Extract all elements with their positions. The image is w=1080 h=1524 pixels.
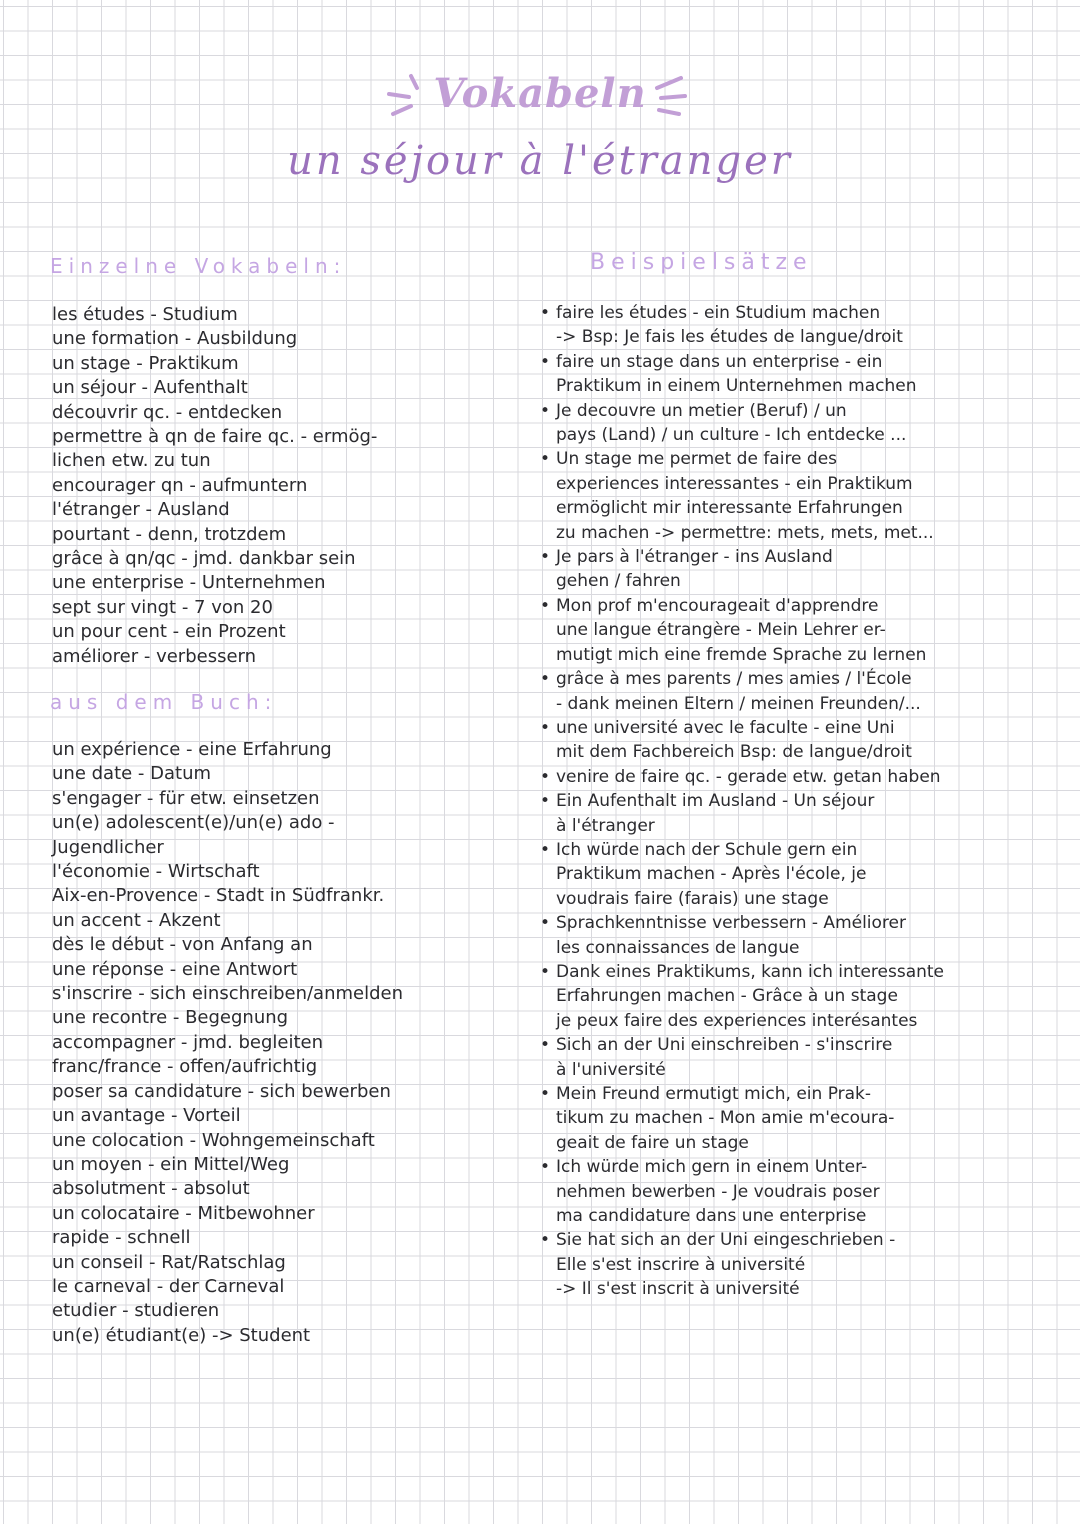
vocab-item: une réponse - eine Antwort — [52, 958, 298, 980]
vocab-list-single — [52, 303, 532, 669]
example-line-bullet: • Sich an der Uni einschreiben - s'inscrire — [540, 1033, 1070, 1057]
vocab-item: franc/france - offen/aufrichtig — [52, 1056, 318, 1078]
vocab-item: un avantage - Vorteil — [52, 1105, 241, 1127]
sparkle-left-icon — [381, 70, 425, 120]
example-line-bullet: • Ich würde nach der Schule gern ein — [540, 838, 1070, 862]
vocab-item: un séjour - Aufenthalt — [52, 377, 248, 399]
example-line-bullet: • Sprachkenntnisse verbessern - Améliorer — [540, 911, 1070, 935]
example-line-bullet: • Sie hat sich an der Uni eingeschrieben - — [540, 1228, 1070, 1252]
example-line: geait de faire un stage — [556, 1132, 749, 1153]
example-line: ermöglicht mir interessante Erfahrungen — [556, 498, 903, 519]
example-line: mutigt mich eine fremde Sprache zu lernen — [556, 644, 927, 665]
example-line-bullet: • Ein Aufenthalt im Ausland - Un séjour — [540, 789, 1070, 813]
example-line: voudrais faire (farais) une stage — [556, 888, 829, 909]
vocab-item: un conseil - Rat/Ratschlag — [52, 1251, 286, 1273]
example-line: pays (Land) / un culture - Ich entdecke ... — [556, 425, 907, 446]
example-line: Praktikum machen - Après l'école, je — [556, 864, 867, 885]
example-line: Elle s'est inscrire à université — [556, 1254, 806, 1275]
vocab-item: permettre à qn de faire qc. - ermög- — [52, 426, 378, 448]
vocab-item: une colocation - Wohngemeinschaft — [52, 1129, 375, 1151]
vocab-item: un colocataire - Mitbewohner — [52, 1202, 315, 1224]
vocab-item: une date - Datum — [52, 763, 212, 785]
example-line: -> Il s'est inscrit à université — [556, 1279, 800, 1300]
example-line: à l'université — [556, 1059, 666, 1080]
vocab-item: un expérience - eine Erfahrung — [52, 739, 332, 760]
vocab-item: s'inscrire - sich einschreiben/anmelden — [52, 983, 404, 1005]
example-line: gehen / fahren — [556, 571, 681, 592]
book-heading: aus dem Buch: — [50, 690, 278, 714]
vocab-item: une formation - Ausbildung — [52, 328, 298, 350]
vocab-item: un(e) étudiant(e) -> Student — [52, 1324, 311, 1346]
vocab-item: le carneval - der Carneval — [52, 1275, 285, 1297]
example-line-bullet: • venire de faire qc. - gerade etw. getan haben — [540, 765, 1070, 789]
example-line-bullet: • Dank eines Praktikums, kann ich interessante — [540, 960, 1070, 984]
vocab-item: l'étranger - Ausland — [52, 499, 230, 521]
example-line: ma candidature dans une enterprise — [556, 1206, 867, 1227]
example-line: Erfahrungen machen - Grâce à un stage — [556, 986, 898, 1007]
example-line-bullet: • grâce à mes parents / mes amies / l'École — [540, 667, 1070, 691]
page-subtitle: un séjour à l'étranger — [287, 138, 793, 184]
vocab-item: encourager qn - aufmuntern — [52, 474, 308, 496]
vocab-item: absolutment - absolut — [52, 1178, 250, 1200]
vocab-item: les études - Studium — [52, 304, 238, 325]
page-title — [433, 70, 646, 117]
example-line: zu machen -> permettre: mets, mets, met... — [556, 522, 934, 543]
examples-heading: Beispielsätze — [590, 250, 813, 275]
vocab-item: un pour cent - ein Prozent — [52, 621, 286, 643]
vocab-item: l'économie - Wirtschaft — [52, 861, 260, 883]
vocab-item: grâce à qn/qc - jmd. dankbar sein — [52, 548, 356, 570]
vocab-heading: Einzelne Vokabeln: — [50, 254, 347, 278]
example-line: les connaissances de langue — [556, 937, 800, 958]
example-line: - dank meinen Eltern / meinen Freunden/... — [556, 693, 921, 714]
vocab-item: etudier - studieren — [52, 1300, 220, 1322]
vocab-item: découvrir qc. - entdecken — [52, 401, 283, 423]
example-line-bullet: • faire un stage dans un enterprise - ein — [540, 350, 1070, 374]
vocab-item: pourtant - denn, trotzdem — [52, 523, 287, 545]
vocab-item: améliorer - verbessern — [52, 645, 257, 667]
example-line: mit dem Fachbereich Bsp: de langue/droit — [556, 742, 912, 763]
vocab-item: s'engager - für etw. einsetzen — [52, 787, 320, 809]
example-line: tikum zu machen - Mon amie m'ecoura- — [556, 1108, 895, 1129]
title-block — [0, 70, 1080, 117]
vocab-item: une recontre - Begegnung — [52, 1007, 289, 1029]
example-line: une langue étrangère - Mein Lehrer er- — [556, 620, 886, 641]
vocab-item: un stage - Praktikum — [52, 352, 239, 374]
example-line-bullet: • Je pars à l'étranger - ins Ausland — [540, 545, 1070, 569]
vocab-item: Jugendlicher — [52, 836, 164, 858]
vocab-item: une enterprise - Unternehmen — [52, 572, 326, 594]
vocab-list-book — [52, 738, 532, 1348]
example-line-bullet: • Mein Freund ermutigt mich, ein Prak- — [540, 1082, 1070, 1106]
sparkle-right-icon — [651, 70, 691, 120]
example-line: nehmen bewerben - Je voudrais poser — [556, 1181, 880, 1202]
page-title-text: Vokabeln — [433, 70, 647, 117]
example-line: à l'étranger — [556, 815, 655, 836]
example-line-bullet: • Mon prof m'encourageait d'apprendre — [540, 594, 1070, 618]
vocab-item: lichen etw. zu tun — [52, 450, 211, 472]
example-line: experiences interessantes - ein Praktikum — [556, 473, 913, 494]
vocab-item: accompagner - jmd. begleiten — [52, 1031, 324, 1053]
example-line: -> Bsp: Je fais les études de langue/droit — [556, 327, 903, 348]
examples-list — [540, 301, 1070, 1302]
vocab-item: un accent - Akzent — [52, 909, 221, 931]
example-line-bullet: • une université avec le faculte - eine Uni — [540, 716, 1070, 740]
example-line-bullet: • Un stage me permet de faire des — [540, 447, 1070, 471]
vocab-item: sept sur vingt - 7 von 20 — [52, 596, 273, 618]
example-line: je peux faire des experiences interésantes — [556, 1010, 918, 1031]
example-line-bullet: • faire les études - ein Studium machen — [540, 301, 1070, 325]
example-line-bullet: • Ich würde mich gern in einem Unter- — [540, 1155, 1070, 1179]
vocab-item: Aix-en-Provence - Stadt in Südfrankr. — [52, 885, 385, 907]
vocab-item: un moyen - ein Mittel/Weg — [52, 1153, 290, 1175]
example-line: Praktikum in einem Unternehmen machen — [556, 376, 917, 397]
vocab-item: dès le début - von Anfang an — [52, 934, 313, 956]
vocab-item: rapide - schnell — [52, 1227, 191, 1249]
vocab-item: poser sa candidature - sich bewerben — [52, 1080, 391, 1102]
vocab-item: un(e) adolescent(e)/un(e) ado - — [52, 812, 335, 834]
example-line-bullet: • Je decouvre un metier (Beruf) / un — [540, 399, 1070, 423]
